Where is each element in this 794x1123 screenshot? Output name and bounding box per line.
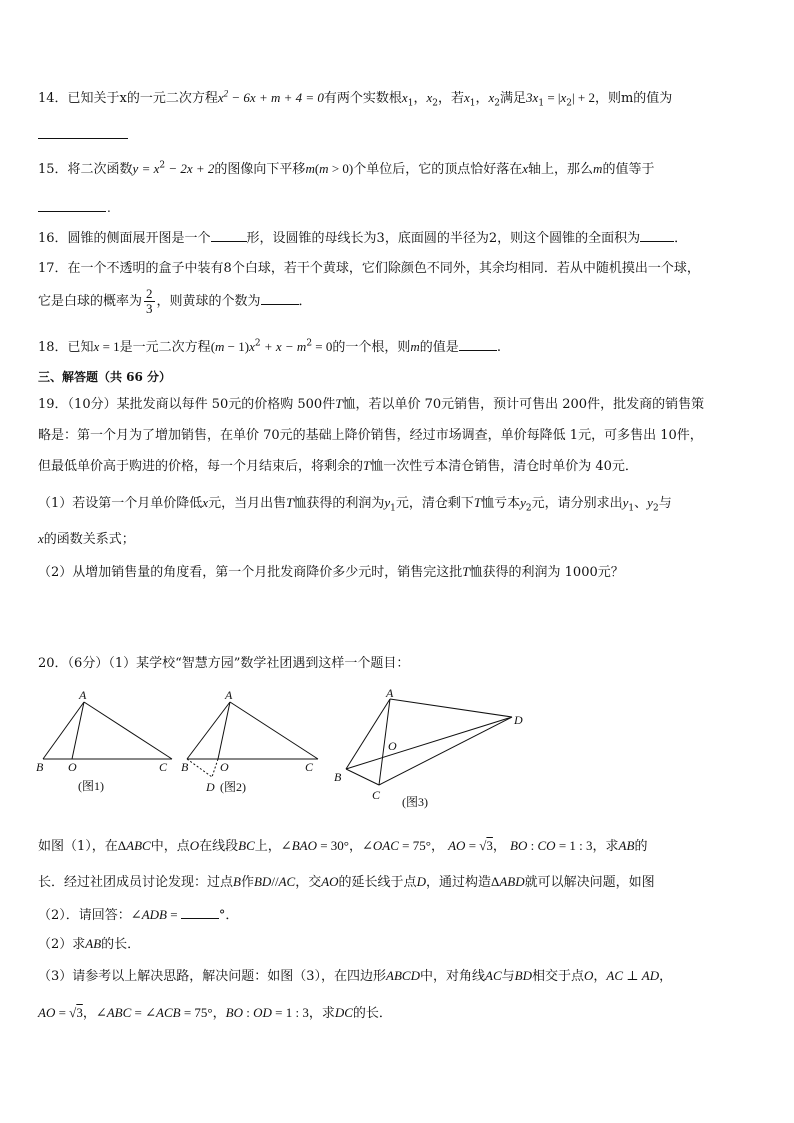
figure-1-caption: (图1) [78,779,104,793]
question-19-line2: 略是：第一个月为了增加销售，在单价 70元的基础上降价销售，经过市场调查，单价每降低 1元，可多售出 10件， [38,428,703,443]
svg-text:O: O [220,760,229,774]
question-19-line3: 但最低单价高于购进的价格，每一个月结束后，将剩余的T恤一次性亏本清仓销售，清仓时单价为 40元． [38,458,638,474]
figure-3 [346,699,512,785]
svg-text:B: B [36,760,44,774]
question-19-part2: （2）从增加销售量的角度看，第一个月批发商降价多少元时，销售完这批T恤获得的利润为 1000元？ [38,564,624,580]
question-18: 18．已知x = 1是一元二次方程$(m - 1)x^2 + x - m^2 = 0$的一个根，则m的值是 . [38,338,501,355]
question-17-line2: 它是白球的概率为 $\frac{2}{3}$ ，则黄球的个数为 ． [38,286,312,316]
question-14: 14．已知关于x的一元二次方程$x^2 - 6x + m + 4 = 0$有两个实数根$x_1$，$x_2$，若$x_1$，$x_2$满足$3x_1 = |x_2| + 2$，则m的值为 [38,88,673,109]
question-15: 15．将二次函数$y = x^2 - 2x + 2$的图像向下平移m(m > 0)个单位后，它的顶点恰好落在x轴上，那么m的值等于 [38,160,655,177]
question-20-title: 20．（6分）（1）某学校“智慧方园”数学社团遇到这样一个题目： [38,656,410,671]
svg-text:A: A [79,688,87,702]
q17-blank[interactable] [261,292,299,305]
geometry-figures [0,685,794,825]
figure-3-caption: (图3) [402,795,428,809]
q17-fraction: $\frac{2}{3}$ [146,286,153,316]
figure-2-caption: (图2) [220,780,246,794]
svg-text:D: D [206,780,215,794]
section-heading: 三、解答题（共 66 分） [38,370,172,384]
q16-blank-1[interactable] [211,229,247,242]
svg-text:A: A [386,686,394,700]
svg-text:O: O [68,760,77,774]
question-19-line1: 19．（10分）某批发商以每件 50元的价格购 500件T恤，若以单价 70元销售，预计可售出 200件，批发商的销售策 [38,396,705,412]
svg-text:B: B [334,770,342,784]
svg-text:D: D [514,713,523,727]
svg-text:A: A [225,688,233,702]
question-19-part1: （1）若设第一个月单价降低x元，当月出售T恤获得的利润为$y_1$元，清仓剩下T恤亏本$y_2$元，请分别求出$y_1$、$y_2$与 [38,495,672,514]
q16-blank-2[interactable] [640,229,674,242]
q14-answer-blank[interactable] [38,138,128,139]
svg-text:O: O [388,739,397,753]
svg-text:C: C [159,760,168,774]
q14-equation: $x^2 - 6x + m + 4 = 0$ [217,88,324,105]
q15-answer-blank[interactable] [38,211,106,212]
question-20-part2: （2）求AB的长． [38,936,141,952]
question-20-part3-line2: AO = √3，∠ABC = ∠ACB = 75°，BO : OD = 1 : 3，求DC的长． [38,1005,392,1021]
question-20-line2: 长．经过社团成员讨论发现：过点B作BD//AC，交AO的延长线于点D，通过构造ΔABD就可以解决问题，如图 [38,874,655,890]
question-20-line3: （2）．请回答：∠ADB = °． [38,907,239,923]
question-16: 16．圆锥的侧面展开图是一个 形，设圆锥的母线长为3，底面圆的半径为2，则这个圆锥的全面积为 ． [38,231,688,246]
question-20-line1: 如图（1），在ΔABC中，点O在线段BC上，∠BAO = 30°，∠OAC = 75°， AO = √3， BO : CO = 1 : 3，求AB的 [38,838,648,854]
question-17-line1: 17．在一个不透明的盒子中装有8个白球，若干个黄球，它们除颜色不同外，其余均相同．若从中随机摸出一个球， [38,261,700,276]
svg-text:B: B [181,760,189,774]
figure-2 [187,702,318,777]
question-19-part1-cont: x的函数关系式； [38,531,135,547]
svg-text:C: C [372,788,381,802]
question-20-part3-line1: （3）请参考以上解决思路，解决问题：如图（3），在四边形ABCD中，对角线AC与BD相交于点O，AC ⊥ AD， [38,968,673,984]
q20-angle-blank[interactable] [181,906,219,919]
figure-1 [43,702,172,759]
q18-blank[interactable] [459,338,497,351]
svg-text:C: C [305,760,314,774]
